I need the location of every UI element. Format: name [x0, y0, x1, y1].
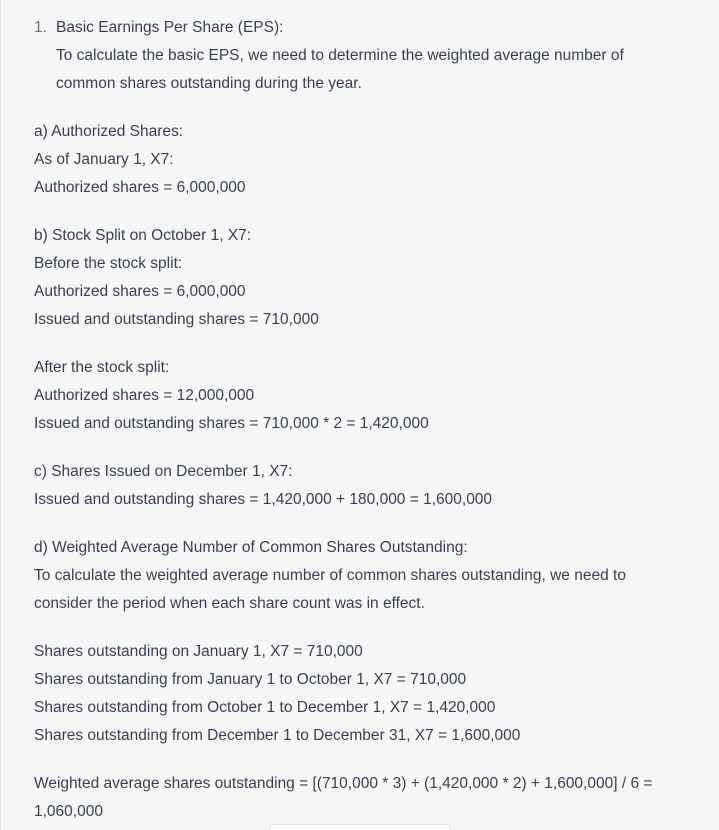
section-heading: b) Stock Split on October 1, X7: — [34, 227, 252, 244]
text-line: Issued and outstanding shares = 710,000 * 2 = 1,420,000 — [34, 415, 429, 432]
list-item-basic-eps — [34, 14, 694, 98]
text-line: After the stock split: — [34, 359, 170, 376]
text-line: Before the stock split: — [34, 255, 183, 272]
section-heading: c) Shares Issued on December 1, X7: — [34, 463, 293, 480]
item-title: Basic Earnings Per Share (EPS): — [56, 19, 284, 36]
result-line: 1,060,000 — [34, 803, 103, 820]
text-line: Issued and outstanding shares = 710,000 — [34, 311, 319, 328]
text-line: To calculate the weighted average number of common shares outstanding, we need to — [34, 567, 626, 584]
text-line: Authorized shares = 12,000,000 — [34, 387, 255, 404]
section-shares-issued — [34, 458, 694, 514]
item-description-line: common shares outstanding during the year. — [56, 75, 362, 92]
period-line: Shares outstanding from October 1 to December 1, X7 = 1,420,000 — [34, 699, 496, 716]
section-weighted-average — [34, 534, 694, 826]
section-authorized-shares — [34, 118, 694, 202]
answer-content — [34, 14, 694, 826]
text-line: Authorized shares = 6,000,000 — [34, 283, 246, 300]
text-line: Authorized shares = 6,000,000 — [34, 179, 246, 196]
section-heading: a) Authorized Shares: — [34, 123, 184, 140]
list-body — [56, 14, 624, 98]
text-line: As of January 1, X7: — [34, 151, 174, 168]
period-line: Shares outstanding from December 1 to December 31, X7 = 1,600,000 — [34, 727, 521, 744]
list-number: 1. — [34, 19, 47, 36]
period-line: Shares outstanding on January 1, X7 = 710,000 — [34, 643, 363, 660]
text-line: consider the period when each share count was in effect. — [34, 595, 425, 612]
floating-button-edge[interactable] — [269, 824, 451, 830]
result-line: Weighted average shares outstanding = [(710,000 * 3) + (1,420,000 * 2) + 1,600,000] / 6 = — [34, 775, 653, 792]
period-line: Shares outstanding from January 1 to October 1, X7 = 710,000 — [34, 671, 467, 688]
section-stock-split — [34, 222, 694, 438]
item-description-line: To calculate the basic EPS, we need to determine the weighted average number of — [56, 47, 624, 64]
section-heading: d) Weighted Average Number of Common Shares Outstanding: — [34, 539, 468, 556]
text-line: Issued and outstanding shares = 1,420,000 + 180,000 = 1,600,000 — [34, 491, 493, 508]
